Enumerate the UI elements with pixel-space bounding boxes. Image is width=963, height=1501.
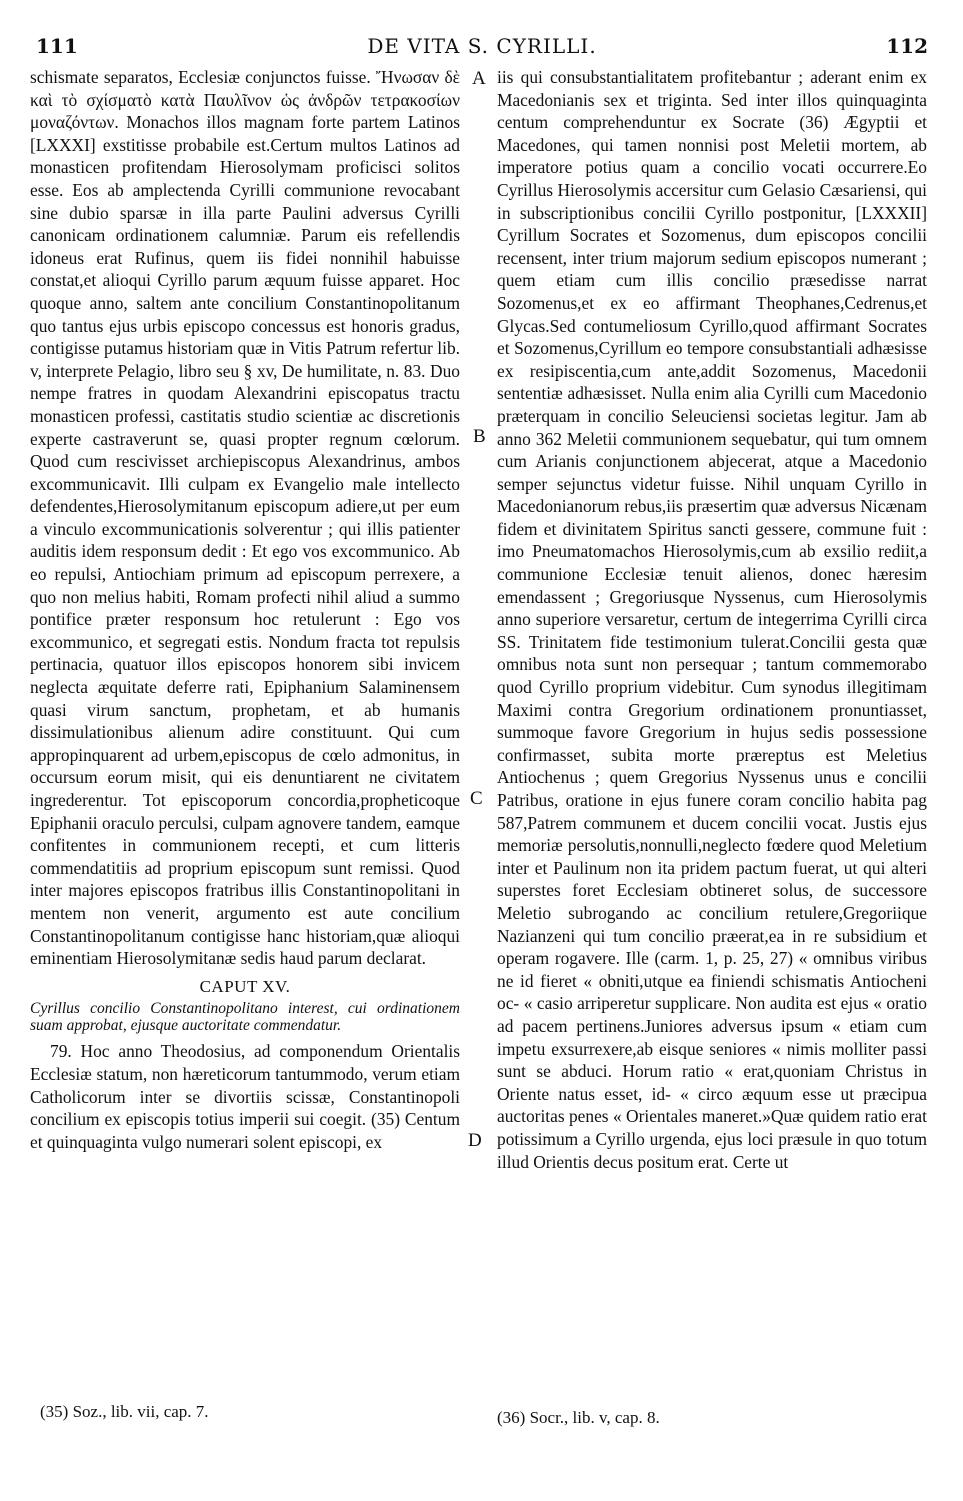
margin-marker-d: D (468, 1130, 482, 1151)
page-number-right: 112 (886, 34, 928, 58)
left-paragraph-1: schismate separatos, Ecclesiæ conjunctos fuisse. Ἤνωσαν δὲ καὶ τὸ σχίσματὸ κατὰ Παυλῖνον ὡς ἀνδρῶν τετρακοσίων μοναζόντων. Monachos illos magnam forte partem Latinos [LXXXI] exstitisse probabile est.Certum multos Latinos ad monasticen profitendam Hierosolymam proficisci solitos esse. Eos ab amplectenda Cyrilli communione revocabant sine dubio sparsæ in illa parte Paulini adversus Cyrilli canonicam ordinationem calumniæ. Parum eis refellendis idoneus erat Rufinus, quem iis fidei nonnihil habuisse constat,et alioqui Cyrillo parum æquum fuisse apparet. Hoc quoque anno, saltem ante concilium Constantinopolitanum quo tantus ejus urbis episcopo concessus est honoris gradus, contigisse putamus historiam quæ in Vitis Patrum refertur lib. v, interprete Pelagio, libro seu § xv, De humilitate, n. 83. Duo nempe fratres in quodam Alexandrini episcopatus tractu monasticen professi, castitatis studio scientiæ ac discretionis experte castraverunt se, quasi propter regnum cœlorum. Quod cum rescivisset archiepiscopus Alexandrinus, ambos excommunicavit. Illi culpam ex Evangelio male intellecto defendentes,Hierosolymitanum episcopum adiere,ut per eum a vinculo excommunicationis solverentur ; qui illis patienter auditis idem responsum dedit : Et ego vos excommunico. Ab eo repulsi, Antiochiam primum ad episcopum perrexere, a quo non melius habiti, Romam profecti nihil aliud a summo pontifice præter responsum hoc retulerunt : Ego vos excommunico, et segregati estis. Nondum fracta tot repulsis pertinacia, quatuor illos episcopos honorem sibi invicem neglecta æquitate deferre rati, Epiphanium Salaminensem quasi virum sanctum, prophetam, et ab humanis dissimulationibus alienum adire constituunt. Qui cum appropinquarent ad urbem,episcopus de cœlo admonitus, in occursum eorum misit, qui eis denuntiarent ne civitatem ingrederentur. Tot episcoporum concordia,propheticoque Epiphanii oraculo perculsi, culpam agnovere tandem, eamque confitentes in communionem recepti, et cum litteris commendatitiis ad proprium episcopum sunt remissi. Quod inter majores episcopos fratribus illis Constantinopolitani in mentem non venerit, argumento est aute concilium Constantinopolitanum contigisse hanc historiam,quæ alioqui eminentiam Hierosolymitanæ sedis haud parum declarat. (30, 67, 460, 969)
margin-marker-c: C (470, 788, 483, 809)
margin-marker-a: A (472, 68, 486, 89)
left-paragraph-2: 79. Hoc anno Theodosius, ad componendum Orientalis Ecclesiæ statum, non hæreticorum tantummodo, verum etiam Catholicorum inter se divortiis scissæ, Constantinopoli concilium ex episcopis totius imperii sui coegit. (35) Centum et quinquaginta vulgo numerari solent episcopi, ex (30, 1041, 460, 1152)
margin-marker-b: B (473, 426, 486, 447)
chapter-heading: CAPUT XV. (199, 976, 291, 996)
footnote-35: (35) Soz., lib. vii, cap. 7. (40, 1402, 209, 1421)
chapter-summary: Cyrillus concilio Constantinopolitano interest, cui ordinationem suam approbat, ejusque auctoritate commendatur. (30, 1000, 460, 1035)
footnote-36: (36) Socr., lib. v, cap. 8. (497, 1408, 660, 1427)
right-paragraph-1: iis qui consubstantialitatem profitebantur ; aderant enim ex Macedonianis sex et triginta. Sed inter illos quinquaginta centum comprehenduntur ex Socrate (36) Ægyptii et Macedones, qui tamen nonnisi post Meletii mortem, ab imperatore potius quam a concilio vocati occurrere.Eo Cyrillus Hierosolymis accersitur cum Gelasio Cæsariensi, qui in subscriptionibus concilii Cyrillo postponitur, [LXXXII] Cyrillum Socrates et Sozomenus, dum episcopos concilii recensent, inter trium majorum sedium episcopos numerant ; quem etiam cum illis concilio præsedisse narrat Sozomenus,et ex eo affirmant Theophanes,Cedrenus,et Glycas.Sed contumeliosum Cyrillo,quod affirmant Socrates et Sozomenus,Cyrillum eo tempore consubstantiali adhæsisse ex resipiscentia,cum ante,addit Sozomenus, Macedonii sententiæ adhæsisset. Nulla enim alia Cyrilli cum Macedonio præterquam in concilio Seleuciensi societas legitur. Jam ab anno 362 Meletii communionem sequebatur, qui tum omnem cum Arianis conjunctionem abjecerat, atque a Macedonio semper sejunctus videtur fuisse. Nihil unquam Cyrillo in Macedonianorum rebus,iis præsertim quæ adversus Nicænam fidem et divinitatem Spiritus sancti gessere, commune fuit : imo Pneumatomachos Hierosolymis,cum ab exsilio rediit,a communione Ecclesiæ tenuit alienos, donec hæresim emendassent ; Gregoriusque Nyssenus, cum Hierosolymis anno superiore versaretur, certum de integerrima Cyrilli circa SS. Trinitatem fide testimonium tulerat.Concilii gesta quæ omnibus nota sunt non persequar ; tantum commemorabo quod Cyrillo proprium videbitur. Cum synodus illegitimam Maximi contra Gregorium ordinationem pronuntiasset, summoque favore Gregorium in hujus sedis possessione confirmasset, subita morte præreptus est Meletius Antiochenus ; quem Gregorius Nyssenus unus e concilii Patribus, oratione in ejus funere coram concilio habita pag 587,Patrem communem et ducem concilii vocat. Justis ejus memoriæ persolutis,nonnulli,neglecto fœdere quod Meletium inter et Paulinum non ita pridem pactum fuerat, ut qui alteri superstes foret Ecclesiam obtineret solus, de successore Meletio subrogando ac concilium retulere,Gregoriique Nazianzeni qui tum concilio præerat,ea in re subsidium et operam rogavere. Ille (carm. 1, p. 25, 27) « omnibus viribus ne id fieret « obniti,utque ea finiendi schismatis Antiocheni oc- « casio arriperetur supplicare. Non audita est ejus « oratio ad pacem pertinens.Juniores adversus ipsum « etiam cum impetu exsurrexere,ab eisque seniores « nimis molliter passi sunt se abduci. Horum ratio « erat,quoniam Christus in Oriente natus esset, id- « circo æquum esse ut præcipua auctoritas penes « Orientales maneret.»Quæ quidem ratio erat potissimum a Cyrillo urgenda, ejus loci præsule in quo totum illud Orientis decus positum erat. Certe ut (497, 67, 927, 1172)
page-number-left: 111 (36, 34, 78, 58)
running-title: DE VITA S. CYRILLI. (367, 34, 597, 58)
running-header (36, 34, 928, 62)
left-column (30, 66, 460, 1153)
right-column (497, 66, 927, 1173)
